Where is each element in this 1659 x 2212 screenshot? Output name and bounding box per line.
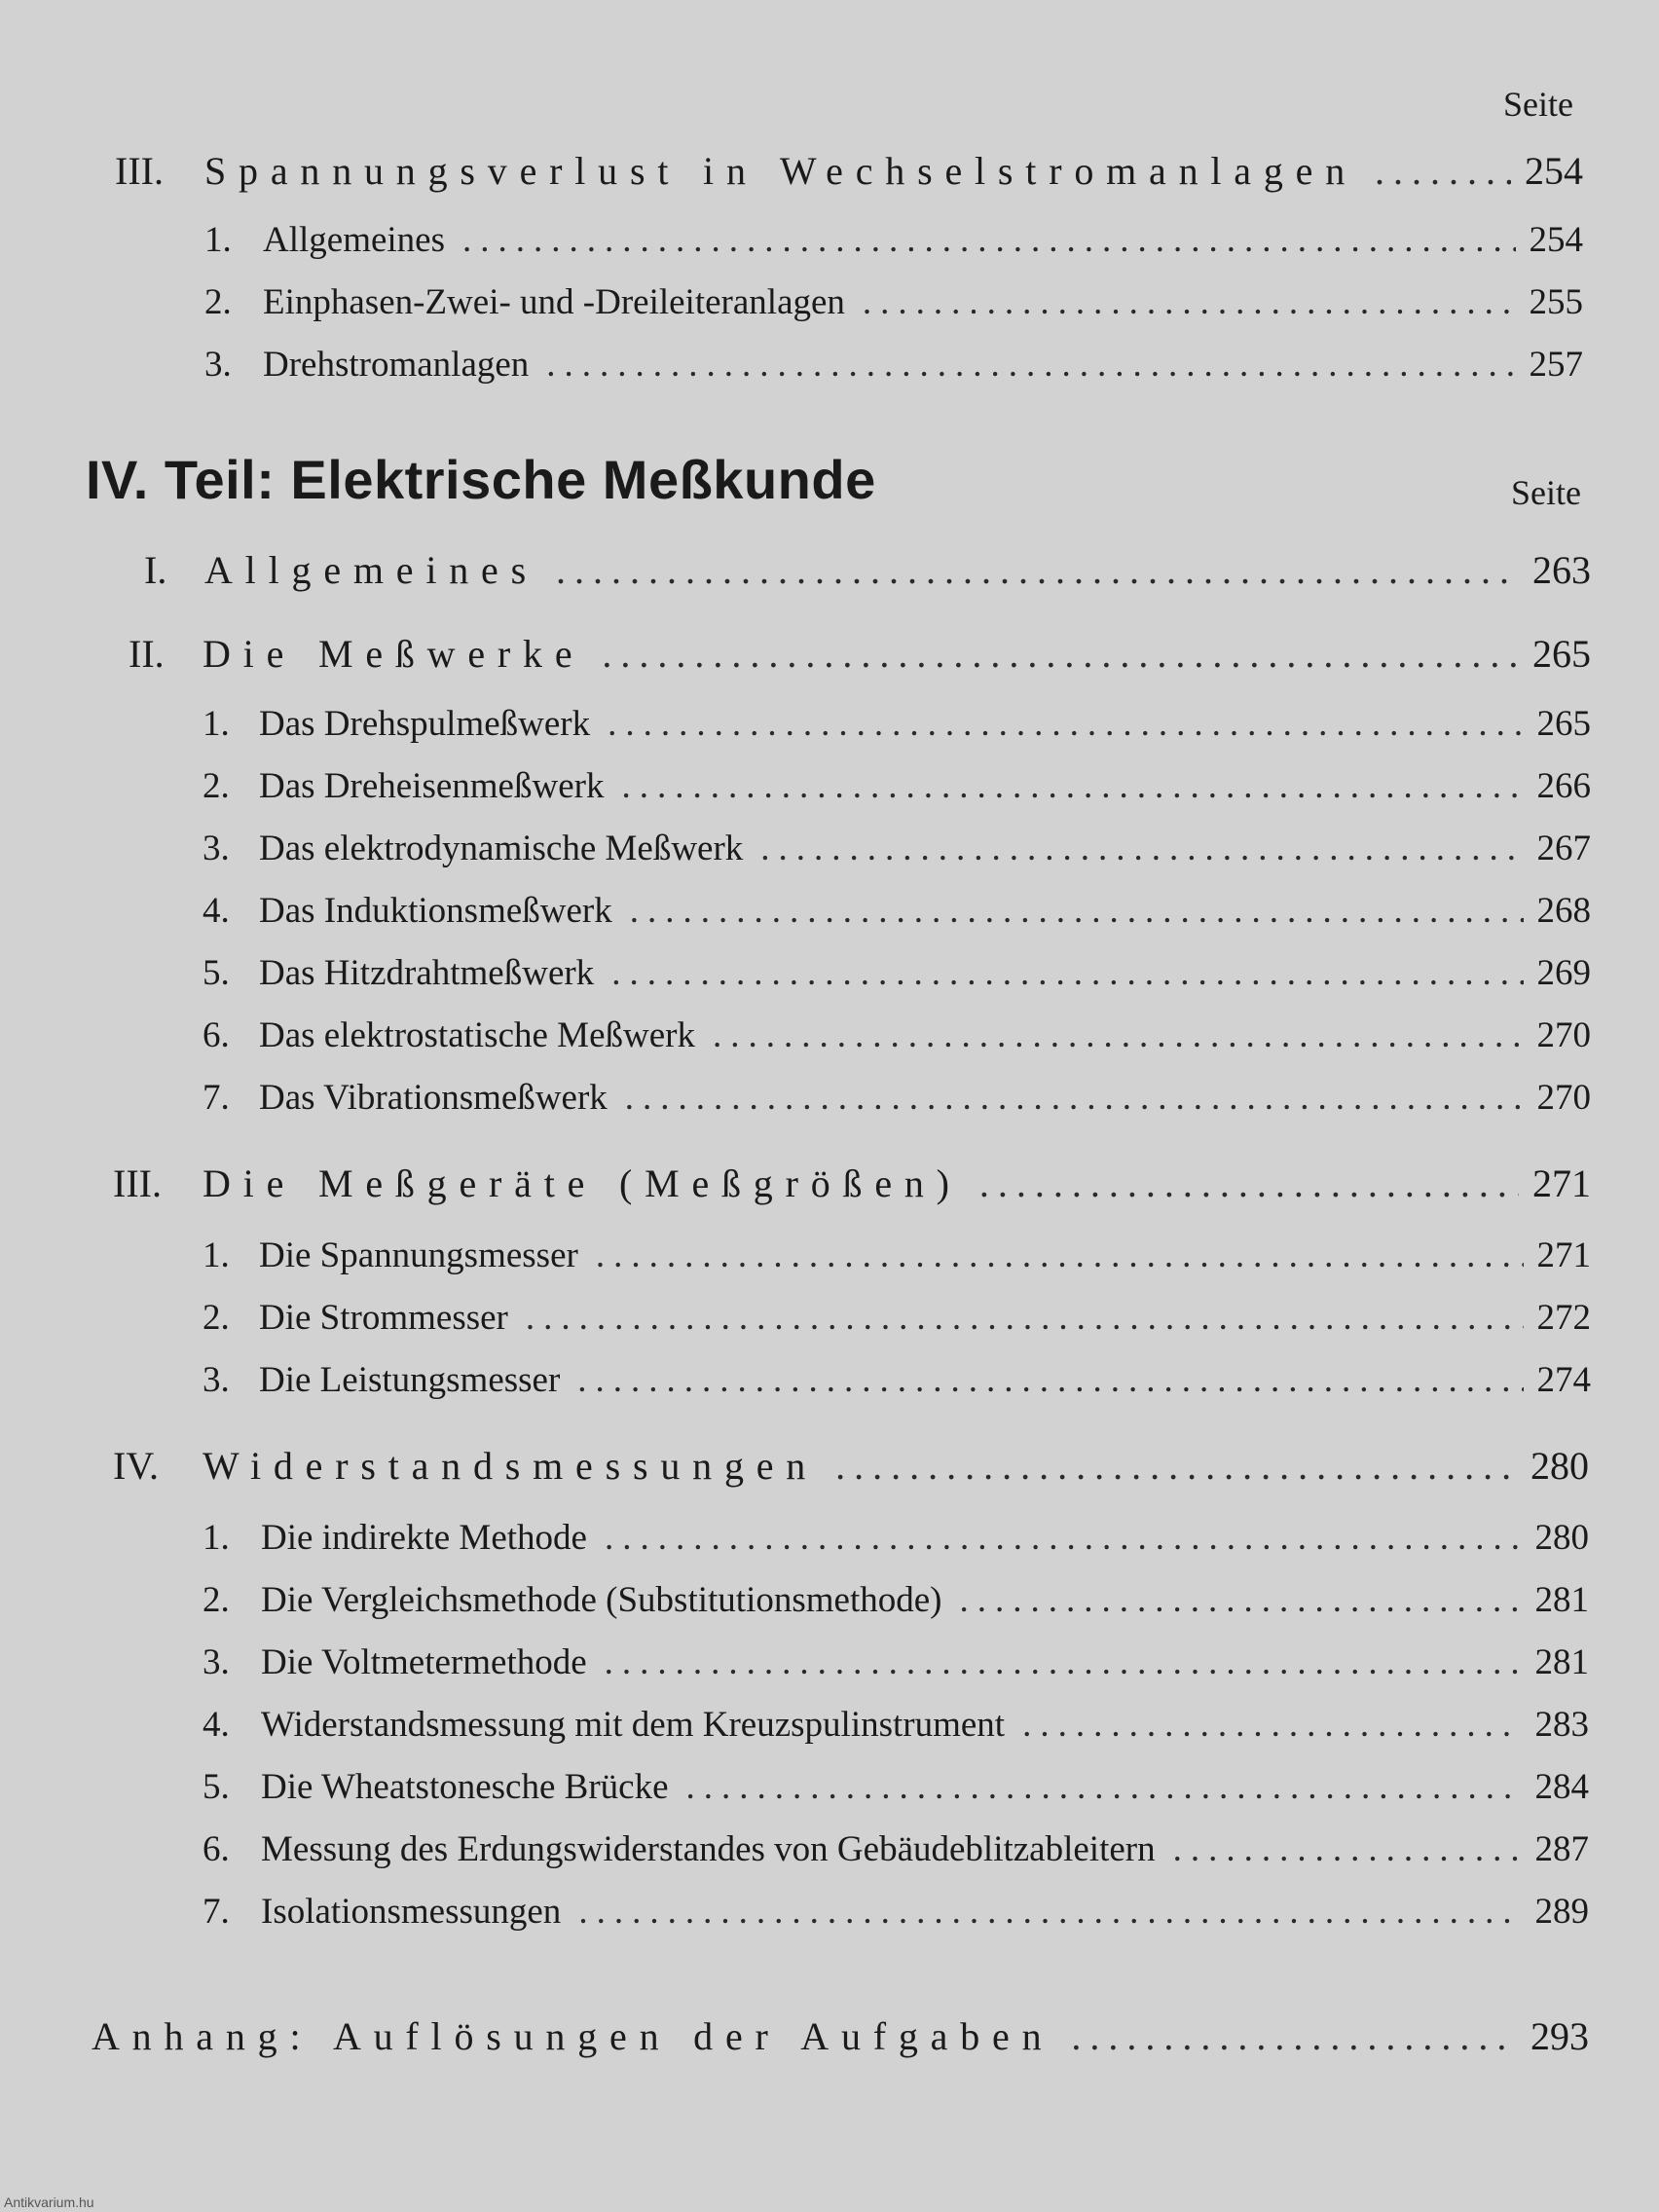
leader-dots (577, 1359, 1523, 1401)
toc-entry (203, 765, 1591, 807)
entry-label: Das Hitzdrahtmeßwerk (259, 953, 595, 993)
entry-page: 269 (1536, 953, 1591, 993)
entry-page: 281 (1534, 1642, 1589, 1682)
leader-dots (863, 281, 1516, 323)
entry-page: 257 (1529, 345, 1583, 385)
leader-dots (578, 1891, 1521, 1933)
leader-dots (625, 1077, 1524, 1119)
leader-dots (596, 1235, 1524, 1276)
toc-entry (203, 1297, 1591, 1339)
leader-dots (602, 631, 1519, 677)
toc-entry (203, 1014, 1591, 1056)
entry-number: 2. (203, 1298, 230, 1338)
leader-dots (1022, 1704, 1521, 1746)
toc-entry (203, 1077, 1591, 1119)
toc-entry (203, 828, 1591, 869)
entry-number: 1. (204, 220, 232, 260)
entry-number: 4. (203, 1705, 230, 1745)
entry-label: Messung des Erdungswiderstandes von Gebäudeblitzableitern (261, 1829, 1156, 1869)
toc-entry (203, 703, 1591, 745)
entry-label: Allgemeines (263, 220, 446, 260)
entry-number: 4. (203, 891, 230, 931)
leader-dots (630, 890, 1524, 932)
leader-dots (835, 1443, 1517, 1489)
toc-entry (203, 1828, 1589, 1870)
entry-page: 271 (1536, 1235, 1591, 1275)
toc-entry (203, 1359, 1591, 1401)
entry-page: 270 (1536, 1015, 1591, 1055)
entry-page: 289 (1534, 1892, 1589, 1932)
entry-page: 280 (1530, 1444, 1589, 1488)
entry-number: II. (129, 632, 165, 676)
leader-dots (979, 1161, 1519, 1206)
entry-label: Isolationsmessungen (261, 1892, 562, 1932)
watermark: Antikvarium.hu (4, 2194, 94, 2210)
entry-label: Die Meßgeräte (Meßgrößen) (203, 1161, 962, 1205)
leader-dots (605, 1517, 1522, 1559)
entry-page: 254 (1525, 149, 1583, 193)
entry-number: 6. (203, 1015, 230, 1055)
entry-page: 283 (1534, 1705, 1589, 1745)
entry-label: Die Strommesser (259, 1298, 508, 1338)
toc-entry (204, 344, 1583, 386)
entry-number: 2. (203, 1580, 230, 1620)
leader-dots (462, 219, 1515, 261)
part-heading: IV. Teil: Elektrische Meßkunde (86, 449, 876, 510)
entry-page: 280 (1534, 1518, 1589, 1558)
entry-label: Die Leistungsmesser (259, 1360, 561, 1400)
entry-number: 3. (204, 345, 232, 385)
entry-label: Das Drehspulmeßwerk (259, 704, 591, 744)
entry-number: 1. (203, 704, 230, 744)
entry-label: Die Voltmetermethode (261, 1642, 587, 1682)
entry-label: Anhang: Auflösungen der Aufgaben (92, 2014, 1054, 2058)
entry-number: 2. (203, 766, 230, 806)
entry-label: Die indirekte Methode (261, 1518, 587, 1558)
leader-dots (608, 703, 1523, 745)
entry-number: IV. (113, 1444, 160, 1488)
toc-entry-appendix (92, 2013, 1589, 2059)
leader-dots (1375, 148, 1511, 194)
entry-label: Spannungsverlust in Wechselstromanlagen (204, 149, 1358, 193)
entry-label: Die Spannungsmesser (259, 1235, 578, 1275)
entry-number: 3. (203, 1360, 230, 1400)
entry-page: 271 (1532, 1161, 1591, 1205)
entry-label: Das Dreheisenmeßwerk (259, 766, 605, 806)
toc-entry (203, 1235, 1591, 1276)
entry-page: 293 (1530, 2014, 1589, 2058)
entry-label: Einphasen-Zwei- und -Dreileiteranlagen (263, 282, 845, 322)
toc-entry-section (113, 1443, 1589, 1489)
toc-entry (203, 952, 1591, 994)
leader-dots (713, 1014, 1524, 1056)
seite-label-top: Seite (1503, 85, 1573, 124)
leader-dots (686, 1766, 1522, 1808)
toc-entry-section (113, 1161, 1591, 1206)
entry-page: 265 (1536, 704, 1591, 744)
leader-dots (1173, 1828, 1522, 1870)
toc-entry (204, 219, 1583, 261)
entry-label: Allgemeines (204, 548, 538, 592)
entry-number: 6. (203, 1829, 230, 1869)
entry-page: 267 (1536, 829, 1591, 868)
seite-label: Seite (1511, 473, 1581, 512)
entry-label: Das elektrostatische Meßwerk (259, 1015, 695, 1055)
toc-entry (203, 1766, 1589, 1808)
entry-number: 3. (203, 829, 230, 868)
entry-label: Widerstandsmessung mit dem Kreuzspulinstrument (261, 1705, 1006, 1745)
entry-page: 263 (1532, 548, 1591, 592)
entry-number: 7. (203, 1078, 230, 1118)
entry-page: 266 (1536, 766, 1591, 806)
toc-entry-section (129, 631, 1591, 677)
toc-entry-section (115, 148, 1583, 194)
toc-entry (203, 1891, 1589, 1933)
entry-page: 284 (1534, 1767, 1589, 1807)
entry-page: 265 (1532, 632, 1591, 676)
leader-dots (526, 1297, 1524, 1339)
entry-page: 287 (1534, 1829, 1589, 1869)
toc-entry (203, 1704, 1589, 1746)
entry-page: 281 (1534, 1580, 1589, 1620)
leader-dots (621, 765, 1523, 807)
toc-entry (203, 1641, 1589, 1683)
entry-number: 3. (203, 1642, 230, 1682)
entry-label: Das Vibrationsmeßwerk (259, 1078, 608, 1118)
entry-label: Die Wheatstonesche Brücke (261, 1767, 669, 1807)
toc-entry (203, 1517, 1589, 1559)
entry-page: 272 (1536, 1298, 1591, 1338)
entry-page: 255 (1529, 282, 1583, 322)
entry-number: 5. (203, 953, 230, 993)
entry-number: I. (144, 548, 167, 592)
leader-dots (760, 828, 1523, 869)
leader-dots (556, 547, 1519, 593)
entry-number: 2. (204, 282, 232, 322)
entry-page: 274 (1536, 1360, 1591, 1400)
entry-page: 268 (1536, 891, 1591, 931)
entry-label: Drehstromanlagen (263, 345, 530, 385)
entry-page: 254 (1529, 220, 1583, 260)
leader-dots (959, 1579, 1521, 1621)
entry-label: Die Meßwerke (203, 632, 585, 676)
leader-dots (1071, 2013, 1517, 2059)
entry-label: Das Induktionsmeßwerk (259, 891, 612, 931)
entry-number: 1. (203, 1235, 230, 1275)
entry-page: 270 (1536, 1078, 1591, 1118)
entry-number: III. (115, 149, 164, 193)
toc-entry (203, 890, 1591, 932)
entry-number: 1. (203, 1518, 230, 1558)
toc-entry-section (144, 547, 1591, 593)
entry-number: 5. (203, 1767, 230, 1807)
entry-number: 7. (203, 1892, 230, 1932)
toc-entry (203, 1579, 1589, 1621)
entry-number: III. (113, 1161, 162, 1205)
entry-label: Widerstandsmessungen (203, 1444, 819, 1488)
entry-label: Das elektrodynamische Meßwerk (259, 829, 744, 868)
leader-dots (611, 952, 1523, 994)
toc-entry (204, 281, 1583, 323)
leader-dots (546, 344, 1515, 386)
leader-dots (605, 1641, 1522, 1683)
entry-label: Die Vergleichsmethode (Substitutionsmethode) (261, 1580, 942, 1620)
